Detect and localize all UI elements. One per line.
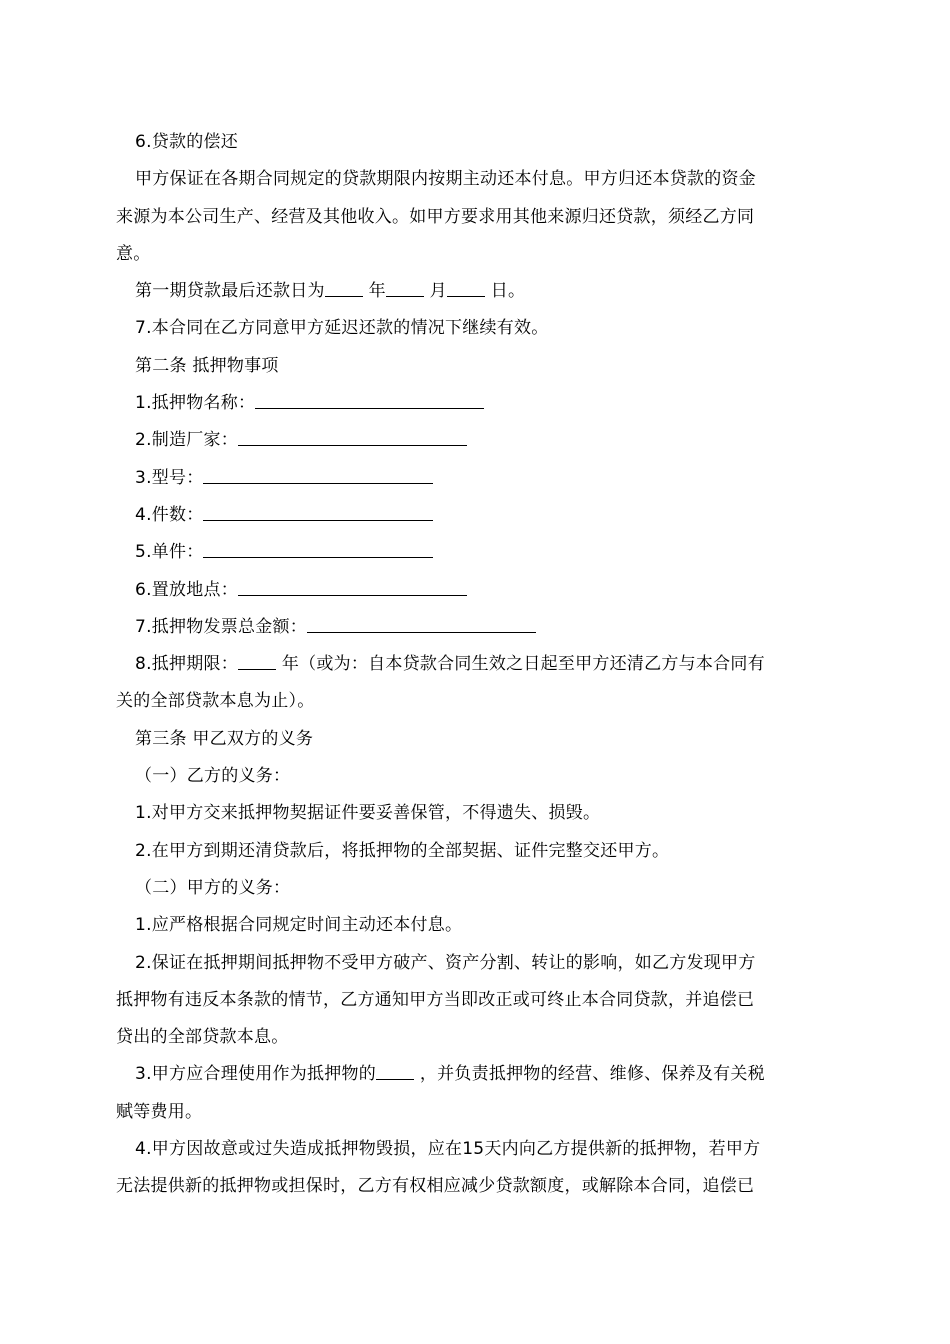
text-line: 1.抵押物名称： xyxy=(116,385,836,422)
text-line: 2.制造厂家： xyxy=(116,422,836,459)
text-line: 7.抵押物发票总金额： xyxy=(116,609,836,646)
text-line: 1.应严格根据合同规定时间主动还本付息。 xyxy=(135,915,463,936)
fill-in-blank xyxy=(238,653,276,670)
fill-in-blank xyxy=(386,280,424,297)
fill-in-blank xyxy=(238,579,467,596)
fill-in-blank xyxy=(447,280,485,297)
text-line: 关的全部贷款本息为止）。 xyxy=(116,691,315,712)
text-line: 第二条 抵押物事项 xyxy=(135,355,279,376)
document-body xyxy=(116,124,836,1206)
text-line: 5.单件： xyxy=(116,534,836,571)
fill-in-blank xyxy=(203,541,432,558)
text-line: 贷出的全部贷款本息。 xyxy=(116,1027,289,1048)
text-line: 意。 xyxy=(116,243,151,264)
fill-in-blank xyxy=(325,280,363,297)
text-line: 赋等费用。 xyxy=(116,1101,203,1122)
text-line: 甲方保证在各期合同规定的贷款期限内按期主动还本付息。甲方归还本贷款的资金 xyxy=(135,169,756,190)
text-line: 3.甲方应合理使用作为抵押物的 ，并负责抵押物的经营、维修、保养及有关税 xyxy=(135,1064,765,1085)
text-line: 4.甲方因故意或过失造成抵押物毁损，应在15天内向乙方提供新的抵押物，若甲方 xyxy=(135,1139,761,1160)
text-line: 来源为本公司生产、经营及其他收入。如甲方要求用其他来源归还贷款，须经乙方同 xyxy=(116,206,755,227)
text-line: 无法提供新的抵押物或担保时，乙方有权相应减少贷款额度，或解除本合同，追偿已 xyxy=(116,1176,755,1197)
fill-in-blank xyxy=(203,467,432,484)
text-line: 6.贷款的偿还 xyxy=(135,132,238,152)
text-line: 2.在甲方到期还清贷款后，将抵押物的全部契据、证件完整交还甲方。 xyxy=(135,840,670,861)
fill-in-blank xyxy=(307,616,536,633)
text-line: （二）甲方的义务： xyxy=(135,877,291,898)
text-line: 3.型号： xyxy=(116,460,836,497)
text-line: 第一期贷款最后还款日为 年 月 日。 xyxy=(135,281,526,302)
text-line: 8.抵押期限： 年（或为：自本贷款合同生效之日起至甲方还清乙方与本合同有 xyxy=(135,654,765,675)
fill-in-blank xyxy=(203,504,432,521)
text-line: 第三条 甲乙双方的义务 xyxy=(135,728,314,749)
text-line: 7.本合同在乙方同意甲方延迟还款的情况下继续有效。 xyxy=(135,318,549,339)
fill-in-blank xyxy=(376,1063,414,1080)
text-line: 6.置放地点： xyxy=(116,572,836,609)
fill-in-blank xyxy=(255,392,484,409)
text-line: （一）乙方的义务： xyxy=(135,766,291,787)
text-line: 2.保证在抵押期间抵押物不受甲方破产、资产分割、转让的影响，如乙方发现甲方 xyxy=(135,952,756,973)
fill-in-blank xyxy=(238,429,467,446)
text-line: 抵押物有违反本条款的情节，乙方通知甲方当即改正或可终止本合同贷款，并追偿已 xyxy=(116,989,755,1010)
text-line: 1.对甲方交来抵押物契据证件要妥善保管，不得遗失、损毁。 xyxy=(135,803,601,824)
text-line: 4.件数： xyxy=(116,497,836,534)
